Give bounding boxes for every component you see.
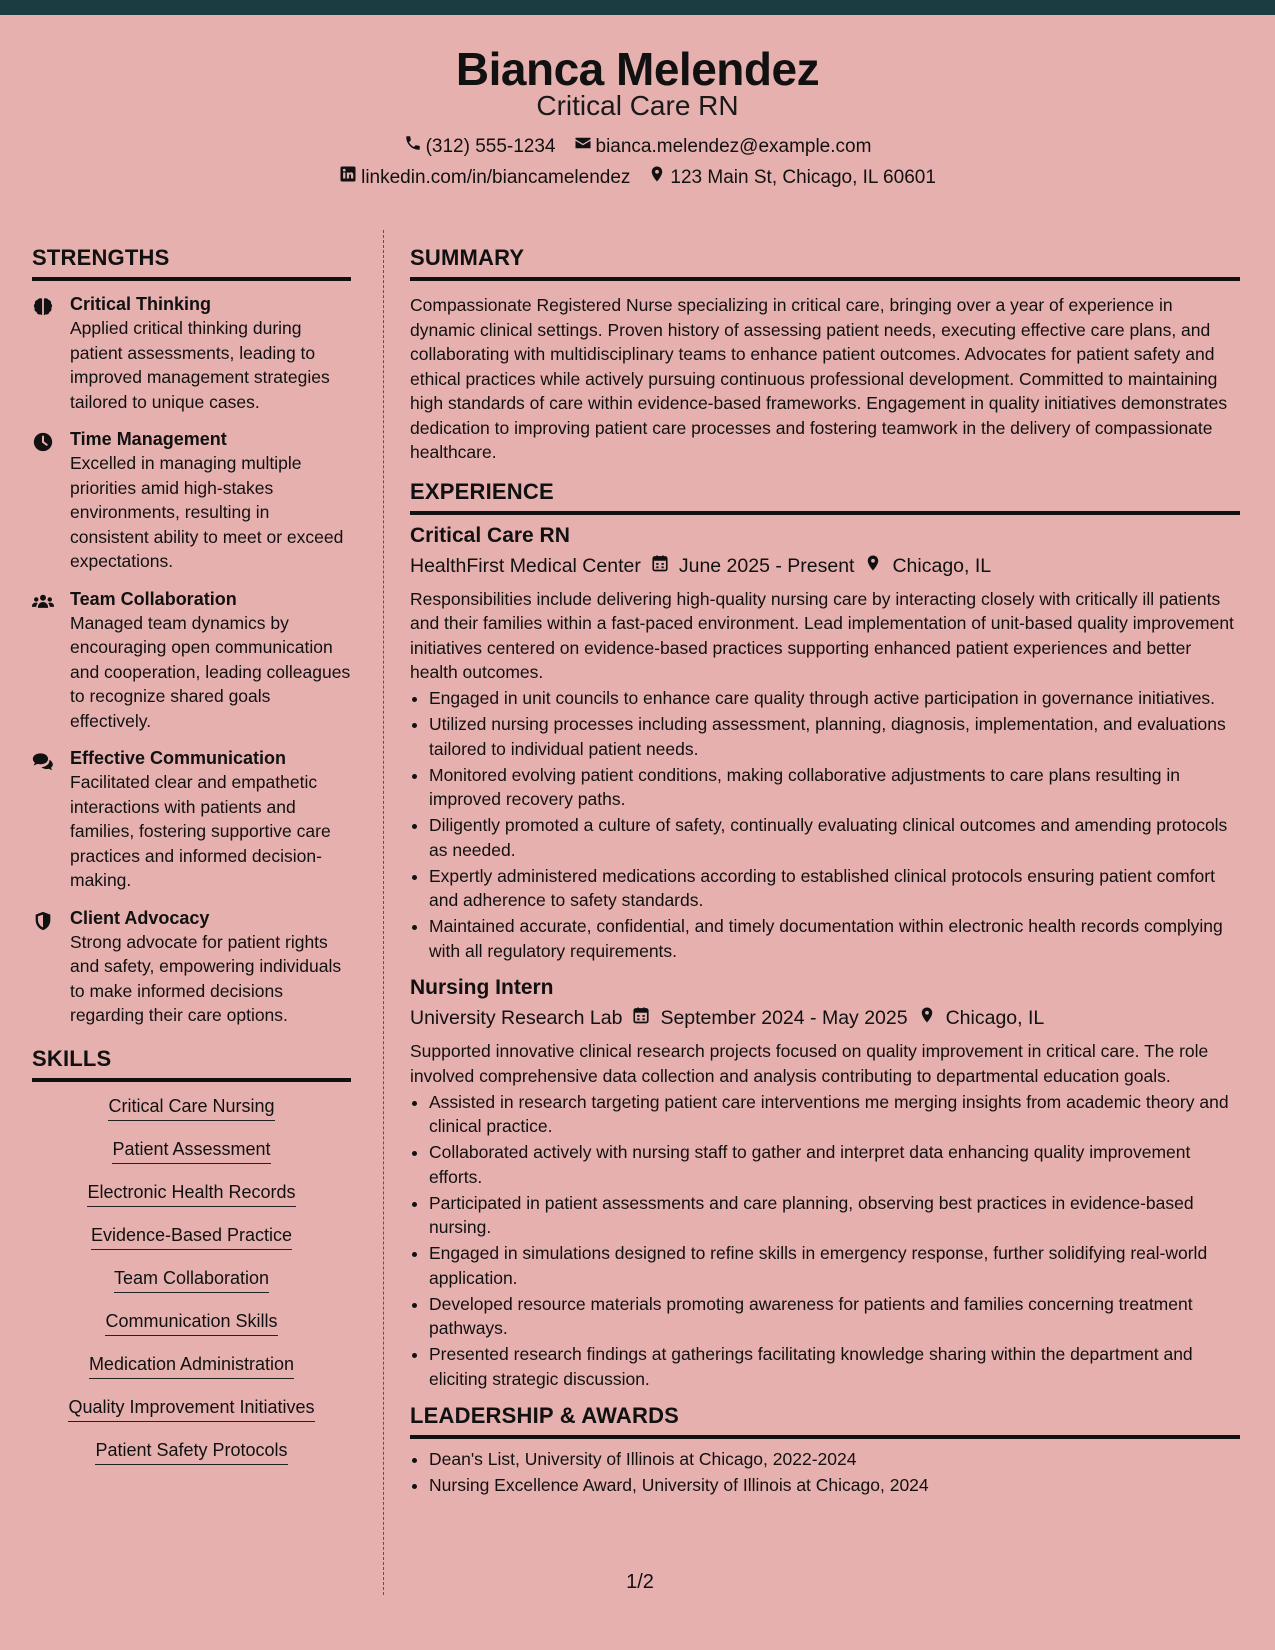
job-bullet: • Engaged in unit councils to enhance care quality through active participation in governance initiatives. — [429, 686, 1240, 711]
job-bullet: • Developed resource materials promoting awareness for patients and families concerning treatment pathways. — [429, 1292, 1240, 1341]
awards-heading: LEADERSHIP & AWARDS — [410, 1403, 1240, 1439]
strength-title: Critical Thinking — [70, 294, 212, 314]
job-meta — [410, 1005, 1240, 1031]
job-title: Nursing Intern — [410, 976, 554, 999]
job-description: Supported innovative clinical research projects focused on quality improvement in critical care. The role involved comprehensive data collection and analysis contributing to departmental education goals. — [410, 1041, 1209, 1086]
summary-text: Compassionate Registered Nurse specializing in critical care, bringing over a year of experience in dynamic clinical settings. Proven history of assessing patient needs, executing effective care plans, and collaborating with multidisciplinary teams to enhance patient outcomes. Advocates for patient safety and ethical practices while actively pursuing continuous professional development. Committed to maintaining high standards of care within evidence-based frameworks. Engagement in quality initiatives demonstrates dedication to improving patient care processes and fostering teamwork in the delivery of compassionate healthcare. — [410, 295, 1228, 462]
contact-row-2 — [0, 165, 1275, 190]
envelope-icon — [574, 134, 592, 159]
job-dates: September 2024 - May 2025 — [660, 1007, 908, 1029]
skill-item: Patient Assessment — [112, 1137, 270, 1164]
job-bullet: • Monitored evolving patient conditions, making collaborative adjustments to care plans resulting in improved recovery paths. — [429, 763, 1240, 812]
contact-phone[interactable] — [404, 134, 556, 159]
candidate-name: Bianca Melendez — [455, 43, 820, 95]
strength-title: Effective Communication — [70, 748, 287, 768]
calendar-icon — [632, 1005, 650, 1031]
skill-item: Evidence-Based Practice — [91, 1223, 292, 1250]
left-column — [32, 245, 351, 1481]
calendar-icon — [651, 553, 669, 579]
right-column — [410, 245, 1240, 1498]
job-bullet: • Assisted in research targeting patient care interventions me merging insights from academic theory and clinical practice. — [429, 1090, 1240, 1139]
strength-title: Team Collaboration — [70, 588, 237, 609]
contact-linkedin[interactable] — [339, 165, 630, 190]
strength-item — [32, 907, 351, 1028]
job-bullets — [410, 686, 1240, 963]
users-icon — [32, 588, 56, 734]
address-text: 123 Main St, Chicago, IL 60601 — [670, 166, 936, 188]
strength-desc: Excelled in managing multiple priorities amid high-stakes environments, resulting in consistent ability to meet or exceed expectations. — [70, 453, 344, 571]
job-location: Chicago, IL — [892, 554, 992, 577]
skill-item: Patient Safety Protocols — [95, 1438, 287, 1465]
job-bullet: • Utilized nursing processes including assessment, planning, diagnosis, implementation, and evaluations tailored to individual patient needs. — [429, 712, 1240, 761]
phone-icon — [404, 134, 422, 159]
strength-title: Time Management — [70, 429, 227, 449]
resume-header — [0, 0, 1275, 205]
strength-desc: Applied critical thinking during patient assessments, leading to improved management strategies tailored to unique cases. — [70, 318, 330, 412]
brain-icon — [32, 293, 56, 414]
strength-title: Client Advocacy — [70, 907, 210, 928]
job-dates: June 2025 - Present — [678, 554, 855, 577]
summary-heading: SUMMARY — [410, 245, 1240, 281]
linkedin-icon — [339, 165, 357, 190]
strength-desc: Managed team dynamics by encouraging open communication and cooperation, leading colleagues to recognize shared goals effectively. — [70, 612, 351, 731]
column-divider — [383, 230, 384, 1595]
award-item: • Nursing Excellence Award, University of Illinois at Chicago, 2024 — [429, 1473, 1240, 1498]
job-bullets — [410, 1090, 1240, 1392]
strengths-heading: STRENGTHS — [32, 245, 351, 281]
job-description: Responsibilities include delivering high-quality nursing care by interacting closely with critically ill patients and their families within a fast-paced environment. Lead implementation of unit-based quality improvement initiatives centered on evidence-based practices supporting enhanced patient experiences and better health outcomes. — [410, 588, 1234, 682]
job-bullet: • Presented research findings at gatherings facilitating knowledge sharing within the department and eliciting strategic discussion. — [429, 1342, 1240, 1391]
strength-item — [32, 428, 351, 574]
shield-icon — [32, 907, 56, 1028]
strength-item — [32, 293, 351, 414]
map-pin-icon — [864, 553, 882, 579]
skill-item: Team Collaboration — [114, 1266, 269, 1293]
phone-text: (312) 555-1234 — [425, 135, 556, 157]
job-bullet: • Collaborated actively with nursing staff to gather and interpret data enhancing quality improvement efforts. — [429, 1140, 1240, 1189]
job-entry — [410, 975, 1240, 1391]
award-item: • Dean's List, University of Illinois at Chicago, 2022-2024 — [429, 1447, 1240, 1472]
candidate-title: Critical Care RN — [536, 90, 739, 121]
job-entry — [410, 523, 1240, 964]
job-bullet: • Engaged in simulations designed to refine skills in emergency response, further solidifying real-world application. — [429, 1241, 1240, 1290]
awards-list — [410, 1447, 1240, 1498]
email-text: bianca.melendez@example.com — [595, 135, 872, 157]
comments-icon — [32, 747, 56, 893]
job-bullet: • Diligently promoted a culture of safety, continually evaluating clinical outcomes and amending protocols as needed. — [429, 813, 1240, 862]
skill-item: Critical Care Nursing — [108, 1094, 274, 1121]
strength-item — [32, 588, 351, 734]
skill-item: Communication Skills — [105, 1309, 277, 1336]
contact-address — [648, 165, 935, 190]
job-bullet: • Participated in patient assessments and care planning, observing best practices in evidence-based nursing. — [429, 1191, 1240, 1240]
job-company: HealthFirst Medical Center — [410, 554, 641, 577]
strength-item — [32, 747, 351, 893]
job-bullet: • Expertly administered medications according to established clinical protocols ensuring patient comfort and adherence to safety standards. — [429, 864, 1240, 913]
strength-desc: Strong advocate for patient rights and safety, empowering individuals to make informed decisions regarding their care options. — [70, 931, 342, 1025]
contact-row-1 — [0, 134, 1275, 159]
contact-email[interactable] — [574, 134, 872, 159]
map-pin-icon — [648, 165, 666, 190]
skill-item: Electronic Health Records — [87, 1180, 295, 1207]
linkedin-text: linkedin.com/in/biancamelendez — [361, 166, 631, 188]
skill-item: Quality Improvement Initiatives — [68, 1395, 314, 1422]
job-title: Critical Care RN — [410, 523, 570, 547]
job-meta — [410, 553, 1240, 579]
job-location: Chicago, IL — [945, 1007, 1045, 1029]
skills-list — [32, 1094, 351, 1481]
map-pin-icon — [918, 1005, 936, 1031]
clock-icon — [32, 428, 56, 574]
job-bullet: • Maintained accurate, confidential, and timely documentation within electronic health records complying with all regulatory requirements. — [429, 914, 1240, 963]
job-company: University Research Lab — [410, 1007, 623, 1029]
strength-desc: Facilitated clear and empathetic interactions with patients and families, fostering supportive care practices and informed decision-making. — [70, 772, 331, 890]
top-accent-bar-overlay — [0, 0, 1275, 15]
experience-heading: EXPERIENCE — [410, 479, 1240, 515]
skill-item: Medication Administration — [89, 1352, 294, 1379]
skills-heading: SKILLS — [32, 1046, 351, 1082]
page-number: 1/2 — [626, 1571, 654, 1593]
